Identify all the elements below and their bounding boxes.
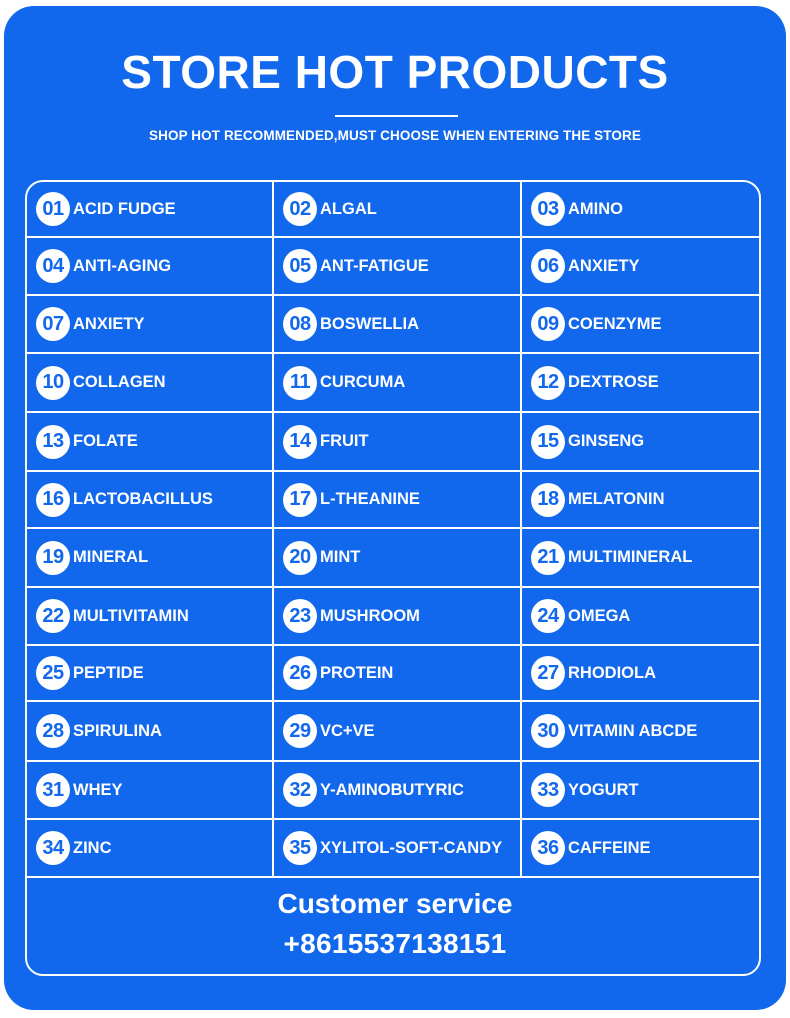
product-row	[27, 413, 759, 472]
product-name: PEPTIDE	[73, 663, 144, 682]
product-row	[27, 762, 759, 820]
product-row	[27, 529, 759, 588]
product-number-badge: 36	[531, 831, 565, 865]
product-name: L-THEANINE	[320, 490, 420, 508]
product-number-badge: 27	[531, 656, 565, 690]
product-number-badge: 26	[283, 656, 317, 690]
product-name: ZINC	[73, 838, 112, 857]
product-name: MULTIVITAMIN	[73, 606, 189, 625]
product-number-badge: 17	[283, 483, 317, 517]
customer-service-label: Customer service	[277, 888, 513, 919]
product-name: OMEGA	[568, 606, 631, 625]
product-cell[interactable]	[274, 646, 522, 700]
product-cell[interactable]	[27, 472, 274, 527]
product-name: GINSENG	[568, 432, 645, 450]
product-number-badge: 33	[531, 773, 565, 807]
product-row	[27, 588, 759, 646]
product-name: BOSWELLIA	[320, 314, 419, 333]
product-name: VC+VE	[320, 721, 375, 740]
product-cell[interactable]	[522, 588, 761, 644]
product-number-badge: 04	[36, 249, 70, 283]
product-number-badge: 31	[36, 773, 70, 807]
product-cell[interactable]	[274, 182, 522, 236]
product-name: WHEY	[73, 780, 123, 799]
product-row	[27, 354, 759, 413]
product-name: ANTI-AGING	[73, 256, 172, 275]
product-row	[27, 820, 759, 878]
product-name: MUSHROOM	[320, 606, 420, 625]
product-cell[interactable]	[274, 354, 522, 411]
product-number-badge: 28	[36, 714, 70, 748]
product-cell[interactable]	[522, 529, 761, 586]
product-number-badge: 10	[36, 366, 70, 400]
product-row	[27, 296, 759, 354]
product-cell[interactable]	[27, 413, 274, 470]
product-cell[interactable]	[274, 702, 522, 760]
product-name: PROTEIN	[320, 663, 394, 682]
product-name: ANXIETY	[73, 314, 145, 333]
product-name: VITAMIN ABCDE	[568, 721, 698, 740]
product-number-badge: 19	[36, 541, 70, 575]
product-cell[interactable]	[522, 820, 761, 876]
product-number-badge: 22	[36, 599, 70, 633]
product-cell[interactable]	[27, 702, 274, 760]
product-number-badge: 23	[283, 599, 317, 633]
product-cell[interactable]	[522, 702, 761, 760]
title-divider	[335, 115, 458, 117]
product-name: SPIRULINA	[73, 721, 162, 740]
product-cell[interactable]	[27, 588, 274, 644]
product-cell[interactable]	[522, 762, 761, 818]
product-cell[interactable]	[27, 354, 274, 411]
product-cell[interactable]	[274, 472, 522, 527]
product-row	[27, 182, 759, 238]
product-name: COLLAGEN	[73, 373, 166, 391]
product-name: Y-AMINOBUTYRIC	[320, 780, 464, 799]
page-subtitle: SHOP HOT RECOMMENDED,MUST CHOOSE WHEN ENTERING THE STORE	[149, 128, 641, 143]
product-number-badge: 34	[36, 831, 70, 865]
product-cell[interactable]	[522, 646, 761, 700]
product-number-badge: 18	[531, 483, 565, 517]
customer-service-phone[interactable]: +8615537138151	[283, 928, 507, 959]
product-number-badge: 20	[283, 541, 317, 575]
product-number-badge: 06	[531, 249, 565, 283]
product-name: RHODIOLA	[568, 663, 656, 682]
product-cell[interactable]	[27, 296, 274, 352]
product-number-badge: 08	[283, 307, 317, 341]
product-name: FOLATE	[73, 432, 138, 450]
product-cell[interactable]	[27, 529, 274, 586]
product-name: MINT	[320, 548, 361, 566]
product-number-badge: 05	[283, 249, 317, 283]
product-cell[interactable]	[522, 296, 761, 352]
product-cell[interactable]	[27, 646, 274, 700]
product-name: MELATONIN	[568, 490, 665, 508]
product-number-badge: 07	[36, 307, 70, 341]
product-name: ANT-FATIGUE	[320, 256, 429, 275]
product-name: AMINO	[568, 199, 623, 218]
product-number-badge: 16	[36, 483, 70, 517]
product-number-badge: 21	[531, 541, 565, 575]
page-title: STORE HOT PRODUCTS	[121, 46, 669, 98]
product-cell[interactable]	[274, 413, 522, 470]
product-cell[interactable]	[27, 762, 274, 818]
product-cell[interactable]	[274, 296, 522, 352]
product-table	[25, 180, 761, 976]
product-name: COENZYME	[568, 314, 662, 333]
product-cell[interactable]	[27, 820, 274, 876]
product-number-badge: 12	[531, 366, 565, 400]
product-name: DEXTROSE	[568, 373, 659, 391]
product-number-badge: 32	[283, 773, 317, 807]
product-name: LACTOBACILLUS	[73, 490, 213, 508]
product-name: CURCUMA	[320, 373, 406, 391]
product-cell[interactable]	[27, 182, 274, 236]
product-name: XYLITOL-SOFT-CANDY	[320, 838, 503, 857]
product-number-badge: 35	[283, 831, 317, 865]
product-name: FRUIT	[320, 432, 369, 450]
product-cell[interactable]	[274, 238, 522, 294]
product-number-badge: 24	[531, 599, 565, 633]
product-cell[interactable]	[522, 182, 761, 236]
product-row	[27, 646, 759, 702]
product-number-badge: 03	[531, 192, 565, 226]
product-cell[interactable]	[522, 238, 761, 294]
product-name: CAFFEINE	[568, 838, 651, 857]
product-cell[interactable]	[522, 354, 761, 411]
product-name: MINERAL	[73, 548, 149, 566]
product-cell[interactable]	[522, 472, 761, 527]
product-number-badge: 25	[36, 656, 70, 690]
product-name: MULTIMINERAL	[568, 548, 693, 566]
product-number-badge: 01	[36, 192, 70, 226]
product-cell[interactable]	[274, 588, 522, 644]
product-name: ANXIETY	[568, 256, 640, 275]
product-number-badge: 30	[531, 714, 565, 748]
product-number-badge: 15	[531, 425, 565, 459]
product-row	[27, 472, 759, 529]
product-number-badge: 09	[531, 307, 565, 341]
product-number-badge: 02	[283, 192, 317, 226]
product-cell[interactable]	[274, 820, 522, 876]
product-row	[27, 702, 759, 762]
product-number-badge: 11	[283, 366, 317, 400]
product-number-badge: 29	[283, 714, 317, 748]
product-row	[27, 238, 759, 296]
product-number-badge: 14	[283, 425, 317, 459]
product-cell[interactable]	[27, 238, 274, 294]
product-cell[interactable]	[274, 762, 522, 818]
product-number-badge: 13	[36, 425, 70, 459]
product-name: ACID FUDGE	[73, 199, 176, 218]
product-name: ALGAL	[320, 199, 377, 218]
product-name: YOGURT	[568, 780, 639, 799]
product-cell[interactable]	[274, 529, 522, 586]
product-cell[interactable]	[522, 413, 761, 470]
